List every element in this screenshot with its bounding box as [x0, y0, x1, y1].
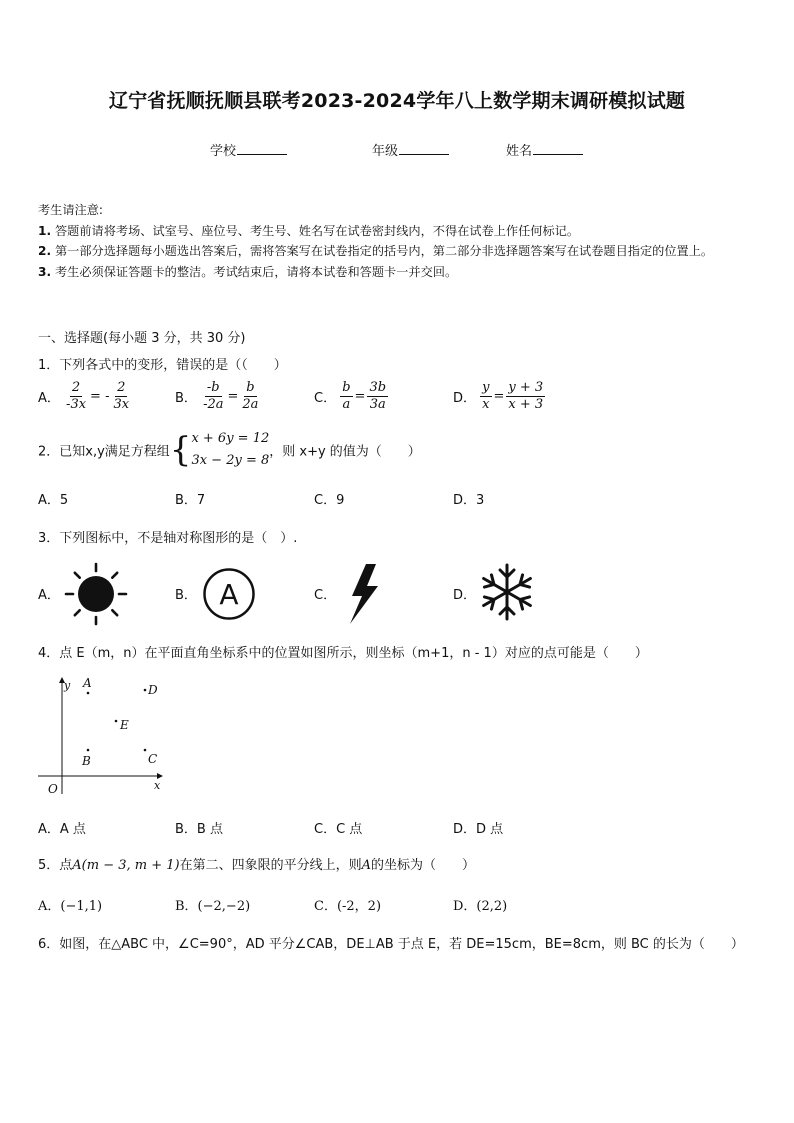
point-b	[87, 749, 90, 752]
q1-option-b[interactable]: B． $\frac{-b}{-2a}$ = $\frac{b}{2a}$	[175, 380, 259, 412]
point-d	[144, 689, 147, 692]
sun-icon	[64, 562, 128, 626]
q5-option-c[interactable]: C．(-2，2)	[314, 899, 382, 914]
equation-system: x + 6y = 12 3x − 2y = 8	[191, 431, 270, 468]
question-2-stem: 2．已知x,y满足方程组{ x + 6y = 12 3x − 2y = 8 ，则 x+y 的值为（ ）	[38, 430, 421, 470]
point-a	[87, 692, 90, 695]
q3-option-d-letter[interactable]: D．	[453, 588, 477, 603]
note-item: 1. 答题前请将考场、试室号、座位号、考生号、姓名写在试卷密封线内，不得在试卷上作任何标记。	[38, 223, 580, 238]
q3-option-b-letter[interactable]: B．	[175, 588, 197, 603]
school-blank[interactable]	[237, 142, 287, 155]
school-field	[210, 140, 287, 159]
circled-letter: A	[219, 578, 239, 611]
question-6-stem: 6．如图，在△ABC 中，∠C=90°，AD 平分∠CAB，DE⊥AB 于点 E，若 DE=15cm，BE=8cm，则 BC 的长为（ ）	[38, 937, 744, 952]
section-heading: 一、选择题(每小题 3 分，共 30 分)	[38, 331, 246, 346]
question-3-stem: 3．下列图标中，不是轴对称图形的是（ ）.	[38, 531, 298, 546]
q2-option-a[interactable]: A．5	[38, 493, 69, 508]
lightning-bolt-icon	[344, 562, 382, 626]
point-c	[144, 749, 147, 752]
system-brace: {	[169, 430, 192, 470]
note-item: 2. 第一部分选择题每小题选出答案后，需将答案写在试卷指定的括号内，第二部分非选择题答案写在试卷题目指定的位置上。	[38, 244, 714, 258]
q4-option-a[interactable]: A．A 点	[38, 822, 86, 837]
snowflake-icon	[478, 562, 536, 622]
q3-option-a-letter[interactable]: A．	[38, 588, 60, 603]
q4-option-d[interactable]: D．D 点	[453, 822, 504, 837]
name-blank[interactable]	[533, 142, 583, 155]
point-b-label: B	[82, 754, 91, 768]
q2-option-b[interactable]: B．7	[175, 493, 206, 508]
circled-a-icon	[202, 567, 256, 621]
q1-option-d[interactable]: D． $\frac{y}{x}$ = $\frac{y + 3}{x + 3}$	[453, 380, 544, 412]
q2-option-c[interactable]: C．9	[314, 493, 345, 508]
point-e	[115, 720, 118, 723]
name-label: 姓名	[506, 144, 533, 159]
point-e-label: E	[120, 718, 129, 732]
q4-option-b[interactable]: B．B 点	[175, 822, 223, 837]
grade-blank[interactable]	[399, 142, 449, 155]
q4-option-c[interactable]: C．C 点	[314, 822, 363, 837]
q5-option-d[interactable]: D．(2,2)	[453, 899, 508, 914]
notes-heading: 考生请注意:	[38, 203, 104, 217]
notes-block	[38, 200, 758, 282]
q5-option-a[interactable]: A．(−1,1)	[38, 899, 103, 914]
coordinate-plane	[34, 672, 174, 802]
question-4-stem: 4．点 E（m，n）在平面直角坐标系中的位置如图所示，则坐标（m+1，n - 1）对应的点可能是（ ）	[38, 646, 648, 661]
q1-option-c[interactable]: C． $\frac{b}{a}$ = $\frac{3b}{3a}$	[314, 380, 387, 412]
point-expression: A(m − 3, m + 1)	[72, 858, 180, 873]
origin-label: O	[48, 782, 58, 796]
exam-title: 辽宁省抚顺抚顺县联考2023-2024学年八上数学期末调研模拟试题	[108, 90, 686, 112]
note-item: 3. 考生必须保证答题卡的整洁。考试结束后，请将本试卷和答题卡一并交回。	[38, 264, 458, 279]
grade-label: 年级	[372, 144, 399, 159]
y-axis-label: y	[64, 679, 71, 692]
point-d-label: D	[148, 683, 158, 697]
school-label: 学校	[210, 144, 237, 159]
point-a-label: A	[83, 676, 92, 690]
question-5-stem: 5．点A(m − 3, m + 1)在第二、四象限的平分线上，则A的坐标为（ ）	[38, 858, 476, 873]
q1-option-a[interactable]: A． $\frac{2}{-3x}$ = - $\frac{2}{3x}$	[38, 380, 130, 412]
point-c-label: C	[148, 752, 158, 766]
q3-option-c-letter[interactable]: C．	[314, 588, 337, 603]
name-field	[506, 140, 583, 159]
q2-option-d[interactable]: D．3	[453, 493, 485, 508]
question-1-stem: 1．下列各式中的变形，错误的是（（ ）	[38, 358, 287, 373]
grade-field	[372, 140, 449, 159]
x-axis-label: x	[154, 779, 161, 792]
q5-option-b[interactable]: B．(−2,−2)	[175, 899, 251, 914]
